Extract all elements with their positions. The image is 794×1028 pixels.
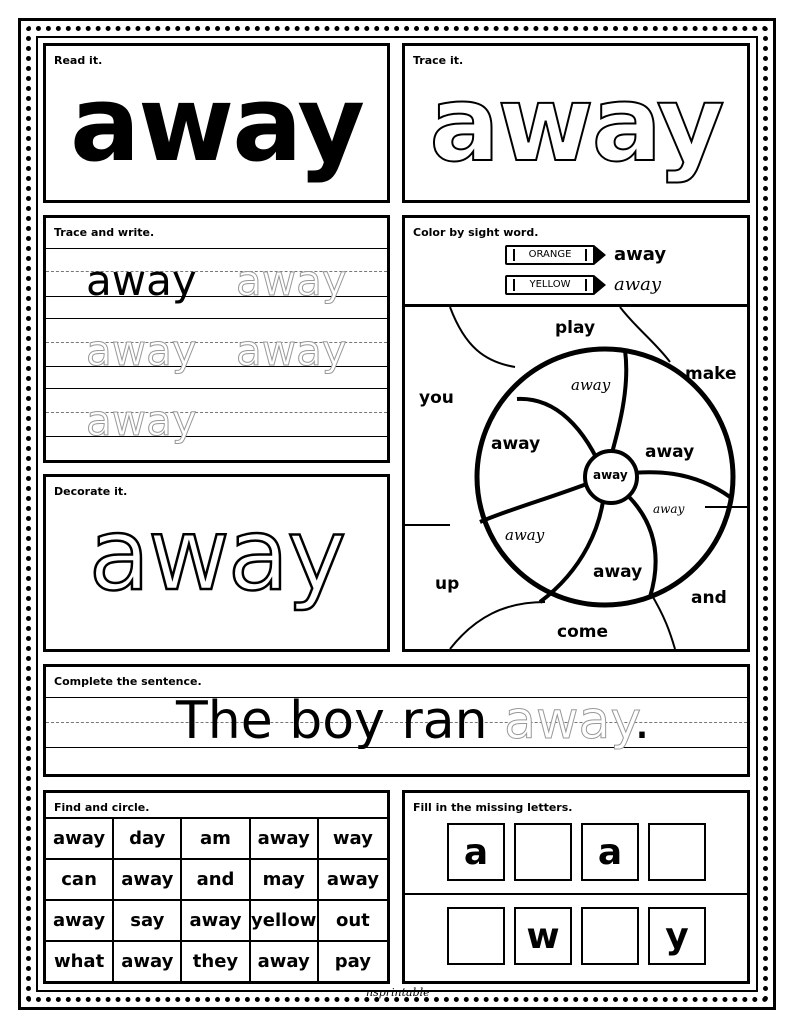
grid-cell[interactable]: away [46,899,114,940]
grid-cell[interactable]: away [319,858,387,899]
trace-write-box [43,215,390,463]
grid-cell[interactable]: and [182,858,250,899]
letter-box[interactable] [514,823,572,881]
sentence-label: Complete the sentence. [54,675,202,688]
read-it-box [43,43,390,203]
trace-ghost-word-4: away [86,396,197,445]
legend-word-yellow: away [614,274,662,295]
decorate-word: away [88,496,345,613]
grid-cell[interactable]: away [182,899,250,940]
ball-cursive-word-3: away [505,526,545,544]
trace-word: away [429,63,723,185]
ball-outer-word-6: come [557,622,608,642]
letter-box[interactable]: a [581,823,639,881]
crayon-yellow-icon [505,275,595,295]
grid-cell[interactable]: what [46,940,114,981]
decorate-box [43,474,390,652]
letter-box[interactable] [581,907,639,965]
grid-cell[interactable]: am [182,817,250,858]
missing-letters-label: Fill in the missing letters. [413,801,573,814]
grid-cell[interactable]: day [114,817,182,858]
trace-write-label: Trace and write. [54,226,155,239]
grid-cell[interactable]: way [319,817,387,858]
find-circle-label: Find and circle. [54,801,150,814]
legend-word-orange: away [614,244,667,265]
letter-box[interactable]: y [648,907,706,965]
ball-outer-word-2: make [685,364,737,384]
trace-it-label: Trace it. [413,54,464,67]
crayon-orange-icon [505,245,595,265]
letter-box[interactable] [648,823,706,881]
grid-cell[interactable]: away [46,817,114,858]
grid-cell[interactable]: away [114,858,182,899]
ball-outer-word-4: and [691,588,727,608]
ball-outer-word-1: play [555,318,596,338]
word-grid [46,817,387,981]
letter-box[interactable]: w [514,907,572,965]
grid-cell[interactable]: pay [319,940,387,981]
ball-outer-word-3: you [419,388,454,408]
ball-cursive-word-2: away [653,502,685,516]
sentence-line [176,691,651,751]
grid-cell[interactable]: away [114,940,182,981]
sentence-ghost-word: away [504,691,634,751]
watermark: nsprintable [366,986,430,999]
ball-cursive-word-1: away [571,376,611,394]
grid-cell[interactable]: say [114,899,182,940]
read-word: away [69,63,364,185]
legend-row-yellow [505,274,661,295]
decorate-label: Decorate it. [54,485,128,498]
find-circle-box [43,790,390,984]
letter-box[interactable] [447,907,505,965]
sentence-period: . [633,691,651,751]
grid-cell[interactable]: out [319,899,387,940]
trace-ghost-word-1: away [236,256,347,305]
ball-outer-word-5: up [435,574,460,594]
legend-row-orange [505,244,666,265]
grid-cell[interactable]: yellow [251,899,319,940]
ball-inner-word-2: away [645,442,695,462]
grid-cell[interactable]: may [251,858,319,899]
sentence-box [43,664,750,777]
crayon-orange-label: ORANGE [528,249,572,260]
ball-inner-word-3: away [593,562,643,582]
color-by-label: Color by sight word. [413,226,539,239]
missing-letters-box [402,790,750,984]
grid-cell[interactable]: can [46,858,114,899]
trace-it-box [402,43,750,203]
trace-ghost-word-2: away [86,326,197,375]
grid-cell[interactable]: they [182,940,250,981]
crayon-yellow-label: YELLOW [529,279,571,290]
ball-inner-word-1: away [491,434,541,454]
trace-ghost-word-3: away [236,326,347,375]
trace-solid-word: away [86,256,197,305]
grid-cell[interactable]: away [251,817,319,858]
grid-cell[interactable]: away [251,940,319,981]
read-it-label: Read it. [54,54,103,67]
letter-box[interactable]: a [447,823,505,881]
color-by-box [402,215,750,652]
sentence-text: The boy ran [176,691,488,751]
ball-center-word: away [593,468,628,482]
